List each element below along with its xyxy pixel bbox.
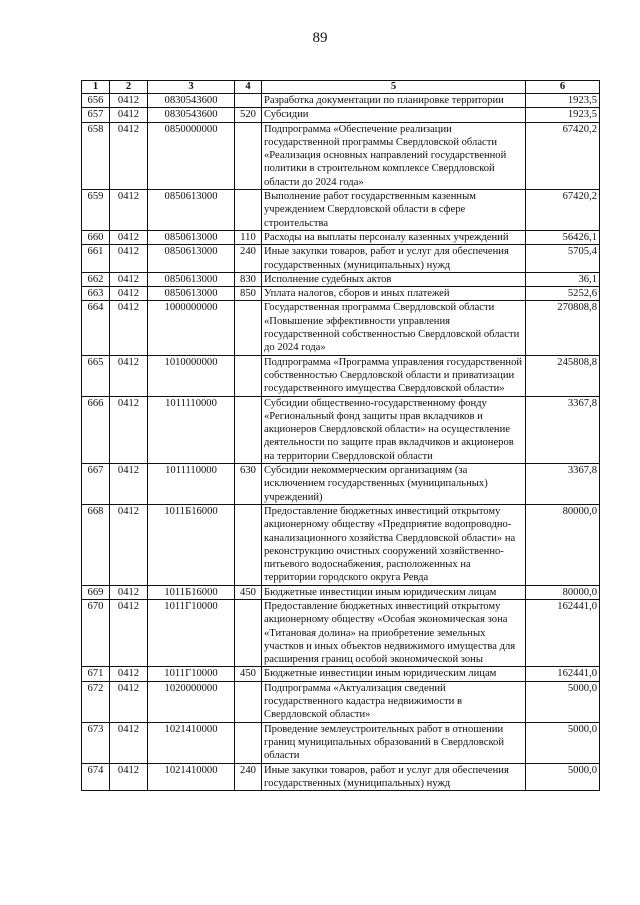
cell-expense-type [235, 122, 262, 189]
table-row [82, 355, 600, 396]
cell-section-code: 0412 [110, 122, 148, 189]
header-row [82, 81, 600, 94]
col-header-4: 4 [235, 81, 262, 94]
cell-description: Иные закупки товаров, работ и услуг для обеспечения государственных (муниципальных) нужд [262, 245, 526, 273]
cell-description: Подпрограмма «Актуализация сведений государственного кадастра недвижимости в Свердловской области» [262, 681, 526, 722]
col-header-6: 6 [526, 81, 600, 94]
table-row [82, 464, 600, 505]
cell-expense-type [235, 681, 262, 722]
cell-row-number: 669 [82, 585, 110, 599]
cell-target-code: 1011110000 [148, 396, 235, 463]
cell-amount: 3367,8 [526, 464, 600, 505]
table-row [82, 190, 600, 231]
table-row [82, 763, 600, 791]
table-row [82, 504, 600, 585]
cell-amount: 5705,4 [526, 245, 600, 273]
cell-row-number: 673 [82, 722, 110, 763]
cell-row-number: 667 [82, 464, 110, 505]
cell-description: Исполнение судебных актов [262, 272, 526, 286]
cell-row-number: 672 [82, 681, 110, 722]
cell-section-code: 0412 [110, 681, 148, 722]
cell-target-code: 0850613000 [148, 287, 235, 301]
cell-target-code: 0850613000 [148, 190, 235, 231]
cell-target-code: 1011Б16000 [148, 504, 235, 585]
cell-expense-type: 450 [235, 585, 262, 599]
cell-expense-type: 110 [235, 230, 262, 244]
cell-description: Государственная программа Свердловской области «Повышение эффективности управления государственной собственностью Свердловской области до 2024 года» [262, 301, 526, 355]
cell-target-code: 1020000000 [148, 681, 235, 722]
cell-description: Подпрограмма «Обеспечение реализации государственной программы Свердловской области «Реализация основных направлений государственной политики в строительном комплексе Свердловской области до 2024 года» [262, 122, 526, 189]
cell-section-code: 0412 [110, 599, 148, 666]
cell-expense-type: 630 [235, 464, 262, 505]
table-row [82, 108, 600, 122]
cell-amount: 36,1 [526, 272, 600, 286]
cell-row-number: 663 [82, 287, 110, 301]
table-header [82, 81, 600, 94]
table-row [82, 681, 600, 722]
cell-section-code: 0412 [110, 108, 148, 122]
cell-expense-type [235, 722, 262, 763]
cell-section-code: 0412 [110, 287, 148, 301]
cell-target-code: 0850613000 [148, 272, 235, 286]
col-header-3: 3 [148, 81, 235, 94]
cell-section-code: 0412 [110, 763, 148, 791]
cell-expense-type [235, 504, 262, 585]
cell-expense-type [235, 94, 262, 108]
cell-amount: 67420,2 [526, 122, 600, 189]
cell-target-code: 1011110000 [148, 464, 235, 505]
cell-section-code: 0412 [110, 94, 148, 108]
cell-row-number: 674 [82, 763, 110, 791]
cell-target-code: 1021410000 [148, 763, 235, 791]
cell-expense-type: 240 [235, 763, 262, 791]
cell-expense-type [235, 190, 262, 231]
cell-amount: 162441,0 [526, 667, 600, 681]
cell-description: Предоставление бюджетных инвестиций открытому акционерному обществу «Предприятие водопроводно-канализационного хозяйства Свердловской области» на реконструкцию очистных сооружений хозяйственно-питьевого водоснабжения, расположенных на территории городского округа Ревда [262, 504, 526, 585]
cell-amount: 80000,0 [526, 585, 600, 599]
cell-target-code: 1011Г10000 [148, 599, 235, 666]
cell-description: Субсидии [262, 108, 526, 122]
cell-description: Выполнение работ государственным казенным учреждением Свердловской области в сфере строительства [262, 190, 526, 231]
cell-amount: 162441,0 [526, 599, 600, 666]
cell-target-code: 0830543600 [148, 108, 235, 122]
cell-row-number: 666 [82, 396, 110, 463]
col-header-1: 1 [82, 81, 110, 94]
cell-section-code: 0412 [110, 504, 148, 585]
cell-expense-type [235, 355, 262, 396]
cell-description: Предоставление бюджетных инвестиций открытому акционерному обществу «Особая экономическая зона «Титановая долина» на приобретение земельных участков и иных объектов недвижимого имущества для расширения границ особой экономической зоны [262, 599, 526, 666]
col-header-5: 5 [262, 81, 526, 94]
cell-row-number: 670 [82, 599, 110, 666]
cell-description: Подпрограмма «Программа управления государственной собственностью Свердловской области и приватизации государственного имущества Свердловской области» [262, 355, 526, 396]
cell-row-number: 668 [82, 504, 110, 585]
cell-row-number: 671 [82, 667, 110, 681]
cell-section-code: 0412 [110, 355, 148, 396]
cell-amount: 1923,5 [526, 108, 600, 122]
cell-expense-type: 520 [235, 108, 262, 122]
cell-target-code: 1021410000 [148, 722, 235, 763]
cell-section-code: 0412 [110, 245, 148, 273]
cell-section-code: 0412 [110, 585, 148, 599]
cell-description: Расходы на выплаты персоналу казенных учреждений [262, 230, 526, 244]
cell-amount: 270808,8 [526, 301, 600, 355]
table-row [82, 94, 600, 108]
table-row [82, 122, 600, 189]
cell-section-code: 0412 [110, 301, 148, 355]
cell-expense-type: 850 [235, 287, 262, 301]
cell-row-number: 658 [82, 122, 110, 189]
cell-row-number: 656 [82, 94, 110, 108]
table-row [82, 585, 600, 599]
cell-expense-type: 830 [235, 272, 262, 286]
cell-expense-type: 450 [235, 667, 262, 681]
cell-target-code: 1000000000 [148, 301, 235, 355]
cell-row-number: 662 [82, 272, 110, 286]
cell-expense-type [235, 396, 262, 463]
table-row [82, 272, 600, 286]
cell-target-code: 0830543600 [148, 94, 235, 108]
cell-amount: 5000,0 [526, 763, 600, 791]
cell-target-code: 1011Б16000 [148, 585, 235, 599]
cell-amount: 5000,0 [526, 722, 600, 763]
cell-target-code: 0850000000 [148, 122, 235, 189]
cell-row-number: 661 [82, 245, 110, 273]
cell-row-number: 657 [82, 108, 110, 122]
cell-row-number: 665 [82, 355, 110, 396]
cell-description: Уплата налогов, сборов и иных платежей [262, 287, 526, 301]
cell-row-number: 659 [82, 190, 110, 231]
cell-expense-type [235, 599, 262, 666]
cell-amount: 3367,8 [526, 396, 600, 463]
cell-amount: 56426,1 [526, 230, 600, 244]
table-body [82, 94, 600, 791]
cell-target-code: 1010000000 [148, 355, 235, 396]
cell-expense-type [235, 301, 262, 355]
table-row [82, 301, 600, 355]
cell-amount: 80000,0 [526, 504, 600, 585]
cell-amount: 5000,0 [526, 681, 600, 722]
cell-description: Проведение землеустроительных работ в отношении границ муниципальных образований в Свердловской области [262, 722, 526, 763]
cell-amount: 245808,8 [526, 355, 600, 396]
table-row [82, 722, 600, 763]
budget-table [81, 80, 600, 791]
cell-description: Иные закупки товаров, работ и услуг для обеспечения государственных (муниципальных) нужд [262, 763, 526, 791]
table-row [82, 245, 600, 273]
cell-section-code: 0412 [110, 272, 148, 286]
cell-description: Субсидии общественно-государственному фонду «Региональный фонд защиты прав вкладчиков и акционеров Свердловской области» на осуществление деятельности по защите прав вкладчиков и акционеров на территории Свердловской области [262, 396, 526, 463]
table-row [82, 396, 600, 463]
cell-target-code: 0850613000 [148, 245, 235, 273]
table-row [82, 230, 600, 244]
cell-description: Бюджетные инвестиции иным юридическим лицам [262, 667, 526, 681]
cell-description: Субсидии некоммерческим организациям (за исключением государственных (муниципальных) учреждений) [262, 464, 526, 505]
cell-section-code: 0412 [110, 722, 148, 763]
cell-target-code: 1011Г10000 [148, 667, 235, 681]
col-header-2: 2 [110, 81, 148, 94]
table-row [82, 667, 600, 681]
cell-row-number: 664 [82, 301, 110, 355]
cell-row-number: 660 [82, 230, 110, 244]
cell-section-code: 0412 [110, 190, 148, 231]
cell-section-code: 0412 [110, 396, 148, 463]
cell-section-code: 0412 [110, 667, 148, 681]
cell-section-code: 0412 [110, 230, 148, 244]
cell-expense-type: 240 [235, 245, 262, 273]
cell-amount: 1923,5 [526, 94, 600, 108]
page-number: 89 [312, 30, 328, 46]
table-row [82, 287, 600, 301]
cell-amount: 67420,2 [526, 190, 600, 231]
cell-amount: 5252,6 [526, 287, 600, 301]
cell-description: Разработка документации по планировке территории [262, 94, 526, 108]
cell-target-code: 0850613000 [148, 230, 235, 244]
cell-description: Бюджетные инвестиции иным юридическим лицам [262, 585, 526, 599]
cell-section-code: 0412 [110, 464, 148, 505]
table-row [82, 599, 600, 666]
